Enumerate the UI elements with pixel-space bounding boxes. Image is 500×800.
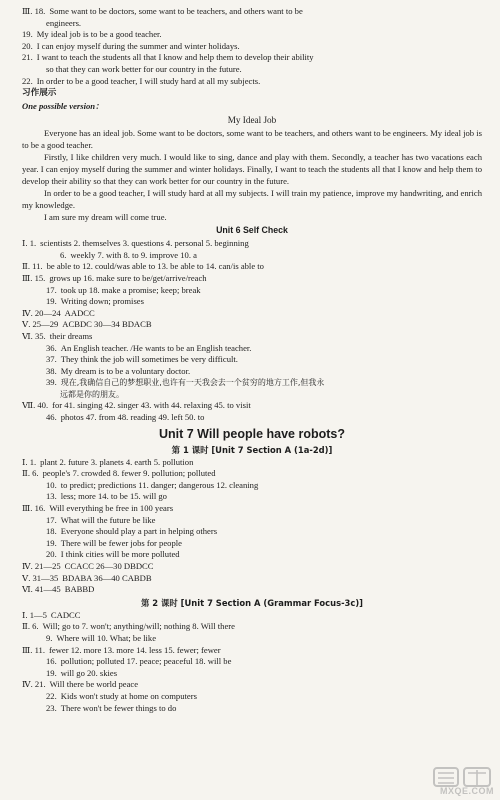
answer-line: [22, 538, 482, 550]
question-number: 19.: [46, 296, 57, 307]
answer-line: [22, 491, 482, 503]
essay-paragraph: In order to be a good teacher, I will study hard at all my subjects. I will train my patience, improve my handwriting, and enrich my knowledge.: [22, 188, 482, 211]
answer-text: fewer 12. more 13. more 14. less 15. fewer; fewer: [49, 644, 221, 655]
answer-text: My dream is to be a voluntary doctor.: [60, 365, 191, 376]
watermark-text: MXQE.COM: [439, 786, 494, 796]
self-check-title: Unit 6 Self Check: [216, 225, 288, 236]
question-number: 20.: [22, 40, 33, 51]
answer-text: weekly 7. with 8. to 9. improve 10. a: [70, 249, 197, 260]
answer-line: [22, 296, 482, 308]
lesson1-answers: [22, 457, 482, 596]
answer-line: [22, 366, 482, 378]
question-number: 13.: [46, 491, 57, 502]
answer-line: [22, 238, 482, 250]
question-number: Ⅴ. 31—35: [22, 572, 59, 583]
answer-line: [22, 526, 482, 538]
answer-text: Writing down; promises: [60, 296, 144, 307]
answer-text: Will everything be free in 100 years: [49, 503, 174, 514]
answer-text: took up 18. make a promise; keep; break: [60, 284, 201, 295]
answer-text: 现在,我确信自己的梦想职业,也许有一天我会去一个贫穷的地方工作,但我永: [60, 378, 325, 388]
answer-line: [22, 343, 482, 355]
question-number: Ⅲ. 11.: [22, 644, 46, 655]
answer-text: Some want to be doctors, some want to be teachers, and others want to be: [49, 6, 303, 16]
question-number: 21.: [22, 52, 33, 63]
answer-text: There will be fewer jobs for people: [60, 537, 182, 548]
question-number: Ⅳ. 21.: [22, 679, 46, 690]
answer-text: 远都是你的朋友。: [60, 389, 124, 399]
question-number: 39.: [46, 377, 57, 388]
question-number: 19.: [22, 29, 33, 40]
question-number: Ⅲ. 18.: [22, 6, 46, 16]
answer-line: [22, 400, 482, 412]
answer-line: [22, 273, 482, 285]
answer-text: CCACC 26—30 DBDCC: [64, 561, 154, 571]
answer-line: [22, 691, 482, 703]
top-answer-block: [22, 6, 482, 87]
question-number: 9.: [46, 632, 53, 643]
question-number: Ⅱ. 6.: [22, 621, 39, 632]
question-number: Ⅰ. 1—5: [22, 609, 47, 620]
essay-paragraph: I am sure my dream will come true.: [44, 212, 167, 223]
question-number: 20.: [46, 549, 57, 560]
answer-line: [22, 285, 482, 297]
answer-text: BABBD: [64, 584, 95, 595]
answer-text: Everyone should play a part in helping others: [60, 526, 218, 537]
answer-line: [22, 250, 482, 262]
answer-line: [22, 64, 482, 76]
essay-title: My Ideal Job: [227, 115, 277, 126]
answer-line: [22, 29, 482, 41]
answer-text: I want to teach the students all that I know and help them to develop their ability: [36, 52, 314, 63]
answer-line: [22, 656, 482, 668]
question-number: 19.: [46, 667, 57, 678]
question-number: Ⅵ. 41—45: [22, 584, 61, 595]
question-number: 16.: [46, 656, 57, 667]
answer-line: [22, 621, 482, 633]
answer-line: [22, 319, 482, 331]
answer-text: pollution; polluted 17. peace; peaceful 18. will be: [60, 656, 232, 667]
answer-text: What will the future be like: [60, 514, 156, 525]
question-number: 38.: [46, 365, 57, 376]
answer-text: I can enjoy myself during the summer and winter holidays.: [36, 40, 240, 51]
question-number: Ⅵ. 35.: [22, 330, 46, 341]
answer-line: [22, 610, 482, 622]
unit7-title: Unit 7 Will people have robots?: [158, 426, 346, 441]
answer-text: so that they can work better for our country in the future.: [46, 63, 242, 74]
answer-text: photos 47. from 48. reading 49. left 50. to: [60, 412, 205, 423]
question-number: Ⅱ. 11.: [22, 261, 43, 272]
answer-text: Kids won't study at home on computers: [60, 690, 197, 701]
answer-line: [22, 308, 482, 320]
question-number: Ⅳ. 20—24: [22, 307, 61, 318]
answer-text: Will; go to 7. won't; anything/will; nothing 8. Will there: [42, 621, 235, 632]
essay-paragraph: Firstly, I like children very much. I would like to sing, dance and play with them. Secondly, a teacher has two vacations each year. I can enjoy myself during the summer and winter holidays. Finally, I want to teach the students all that I know and help them to develop their ability so that they can work better for our country in the future.: [22, 152, 482, 187]
question-number: Ⅲ. 15.: [22, 272, 46, 283]
question-number: Ⅴ. 25—29: [22, 319, 59, 330]
question-number: 22.: [46, 690, 57, 701]
answer-line: [22, 6, 482, 18]
answer-line: [22, 76, 482, 88]
answer-line: [22, 503, 482, 515]
essay-paragraph: Everyone has an ideal job. Some want to be doctors, some want to be teachers, and others want to be engineers. My ideal job is to be a good teacher.: [22, 128, 482, 151]
question-number: Ⅳ. 21—25: [22, 561, 61, 571]
answer-text: BDABA 36—40 CABDB: [62, 572, 152, 583]
answer-text: They think the job will sometimes be very difficult.: [60, 354, 238, 365]
answer-text: for 41. singing 42. singer 43. with 44. relaxing 45. to visit: [52, 400, 251, 411]
one-possible-version-label: One possible version：: [22, 101, 104, 112]
answer-text: grows up 16. make sure to be/get/arrive/reach: [49, 272, 207, 283]
answer-line: [22, 457, 482, 469]
question-number: Ⅰ. 1.: [22, 456, 37, 467]
answer-line: [22, 480, 482, 492]
answer-text: An English teacher. /He wants to be an English teacher.: [60, 342, 252, 353]
question-number: 19.: [46, 537, 57, 548]
answer-text: scientists 2. themselves 3. questions 4. personal 5. beginning: [40, 238, 249, 249]
answer-line: [22, 645, 482, 657]
answer-text: to predict; predictions 11. danger; dangerous 12. cleaning: [60, 479, 259, 490]
answer-text: engineers.: [46, 17, 82, 28]
watermark-logo: [432, 766, 494, 796]
answer-text: Will there be world peace: [49, 679, 139, 690]
answer-text: plant 2. future 3. planets 4. earth 5. pollution: [40, 456, 194, 467]
answer-text: There won't be fewer things to do: [60, 702, 177, 713]
question-number: 17.: [46, 514, 57, 525]
answer-line: [22, 18, 482, 30]
writing-section-heading: 习作展示: [22, 88, 57, 99]
answer-text: people's 7. crowded 8. fewer 9. pollution; polluted: [42, 468, 216, 479]
answer-text: CADCC: [50, 609, 81, 620]
answer-text: My ideal job is to be a good teacher.: [36, 29, 162, 40]
answer-line: [22, 584, 482, 596]
answer-line: [22, 41, 482, 53]
answer-line: [22, 377, 482, 389]
answer-line: [22, 549, 482, 561]
question-number: 6.: [60, 249, 67, 260]
answer-line: [22, 354, 482, 366]
question-number: 46.: [46, 412, 57, 423]
question-number: Ⅶ. 40.: [22, 400, 49, 411]
answer-text: In order to be a good teacher, I will study hard at all my subjects.: [36, 75, 261, 86]
self-check-answers: [22, 238, 482, 424]
answer-line: [22, 331, 482, 343]
answer-line: [22, 561, 482, 573]
question-number: 37.: [46, 354, 57, 365]
question-number: Ⅲ. 16.: [22, 503, 46, 514]
question-number: 18.: [46, 526, 57, 537]
answer-line: [22, 668, 482, 680]
answer-line: [22, 515, 482, 527]
question-number: 23.: [46, 702, 57, 713]
answer-text: I think cities will be more polluted: [60, 549, 180, 560]
answer-text: will go 20. skies: [60, 667, 118, 678]
lesson2-title: 第 2 课时 [Unit 7 Section A (Grammar Focus-3c)]: [140, 597, 363, 608]
answer-text: Where will 10. What; be like: [56, 632, 157, 643]
answer-line: [22, 703, 482, 715]
answer-line: [22, 412, 482, 424]
question-number: 36.: [46, 342, 57, 353]
essay-body: [22, 127, 482, 223]
question-number: 10.: [46, 479, 57, 490]
answer-text: ACBDC 30—34 BDACB: [62, 319, 152, 330]
answer-text: AADCC: [64, 307, 95, 318]
watermark-seal-icon: [432, 766, 494, 788]
question-number: Ⅱ. 6.: [22, 468, 39, 479]
answer-text: be able to 12. could/was able to 13. be able to 14. can/is able to: [46, 261, 264, 272]
answer-line: [22, 679, 482, 691]
answer-line: [22, 468, 482, 480]
answer-line: [22, 573, 482, 585]
question-number: 17.: [46, 284, 57, 295]
answer-line: [22, 52, 482, 64]
lesson1-title: 第 1 课时 [Unit 7 Section A (1a-2d)]: [171, 444, 333, 455]
question-number: Ⅰ. 1.: [22, 238, 37, 249]
answer-line: [22, 633, 482, 645]
answer-line: [22, 261, 482, 273]
answer-line: [22, 389, 482, 401]
question-number: 22.: [22, 75, 33, 86]
lesson2-answers: [22, 610, 482, 714]
answer-text: less; more 14. to be 15. will go: [60, 491, 167, 502]
answer-text: their dreams: [49, 330, 93, 341]
